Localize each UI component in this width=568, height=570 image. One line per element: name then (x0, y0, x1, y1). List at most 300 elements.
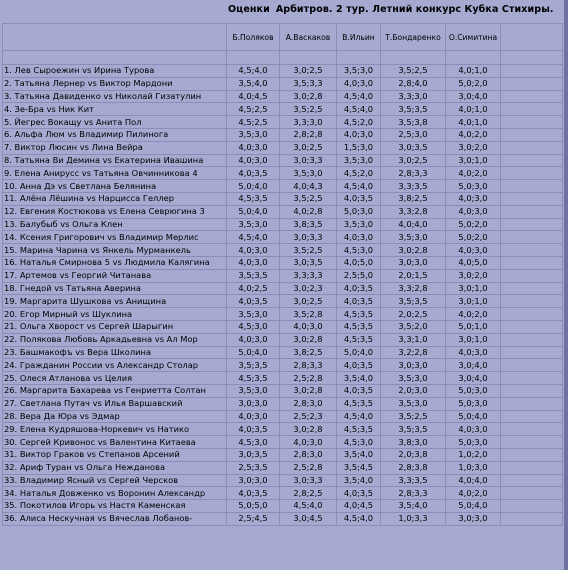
pair-name-cell[interactable]: 1. Лев Сыроежин vs Ирина Турова (3, 65, 227, 78)
score-cell[interactable]: 5,0;4,0 (227, 205, 280, 218)
pair-name-cell[interactable]: 25. Олеся Атланова vs Целия (3, 372, 227, 385)
score-cell[interactable]: 3,0;3,3 (280, 231, 337, 244)
score-cell[interactable]: 4,0;3,0 (446, 423, 501, 436)
score-cell[interactable]: 3,0;3,0 (227, 397, 280, 410)
cell-blank[interactable] (446, 51, 501, 65)
score-cell[interactable]: 4,0;3,5 (337, 282, 381, 295)
score-cell[interactable]: 3,5;4,5 (337, 461, 381, 474)
score-cell[interactable]: 1,0;3,3 (381, 512, 446, 525)
score-cell[interactable]: 5,0;3,0 (446, 436, 501, 449)
cell-blank[interactable] (501, 167, 563, 180)
table-row (3, 231, 563, 244)
header-judge-1[interactable]: Б.Поляков (227, 24, 280, 51)
pair-name-cell[interactable]: 28. Вера Да Юра vs Эдмар (3, 410, 227, 423)
score-cell[interactable]: 3,0;3,0 (381, 359, 446, 372)
score-cell[interactable]: 4,5;3,5 (227, 372, 280, 385)
pair-name-cell[interactable]: 9. Елена Анирусс vs Татьяна Овчинникова 4 (3, 167, 227, 180)
cell-blank[interactable] (501, 448, 563, 461)
cell-blank[interactable] (501, 218, 563, 231)
cell-blank[interactable] (501, 154, 563, 167)
header-judge-2[interactable]: А.Васкаков (280, 24, 337, 51)
score-cell[interactable]: 4,5;4,0 (227, 65, 280, 78)
score-cell[interactable]: 3,5;2,5 (280, 244, 337, 257)
score-cell[interactable]: 4,5;3,5 (337, 397, 381, 410)
score-cell[interactable]: 3,5;3,0 (381, 372, 446, 385)
score-cell[interactable]: 5,0;4,0 (227, 180, 280, 193)
score-cell[interactable]: 3,0;3,3 (280, 154, 337, 167)
score-cell[interactable]: 4,5;4,0 (337, 180, 381, 193)
score-cell[interactable]: 4,0;2,0 (446, 308, 501, 321)
score-cell[interactable]: 3,5;3,5 (381, 423, 446, 436)
score-cell[interactable]: 4,5;3,0 (227, 320, 280, 333)
pair-name-cell[interactable]: 17. Артемов vs Георгий Читанава (3, 269, 227, 282)
pair-name-cell[interactable]: 15. Марина Чарина vs Янкель Мурманкель (3, 244, 227, 257)
pair-name-cell[interactable]: 30. Сергей Кривонос vs Валентина Китаева (3, 436, 227, 449)
score-cell[interactable]: 5,0;4,0 (227, 346, 280, 359)
score-cell[interactable]: 4,5;3,0 (337, 436, 381, 449)
score-cell[interactable]: 4,5;2,0 (337, 116, 381, 129)
cell-blank[interactable] (501, 474, 563, 487)
pair-name-cell[interactable]: 32. Ариф Туран vs Ольга Нежданова (3, 461, 227, 474)
table-row (3, 154, 563, 167)
pair-name-cell[interactable]: 29. Елена Кудряшова-Норкевич vs Натико (3, 423, 227, 436)
score-cell[interactable]: 2,5;3,5 (227, 461, 280, 474)
score-cell[interactable]: 3,3;1,0 (381, 333, 446, 346)
score-cell[interactable]: 4,0;3,0 (337, 128, 381, 141)
score-cell[interactable]: 4,0;3,0 (446, 192, 501, 205)
table-row (3, 256, 563, 269)
score-cell[interactable]: 3,0;4,0 (446, 372, 501, 385)
score-cell[interactable]: 4,0;4,5 (227, 90, 280, 103)
score-cell[interactable]: 4,0;4,5 (337, 500, 381, 513)
score-cell[interactable]: 2,5;2,8 (280, 461, 337, 474)
score-cell[interactable]: 4,0;2,0 (446, 128, 501, 141)
score-cell[interactable]: 4,0;4,3 (280, 180, 337, 193)
score-cell[interactable]: 4,0;3,0 (227, 410, 280, 423)
score-cell[interactable]: 3,0;3,5 (381, 141, 446, 154)
score-cell[interactable]: 3,5;3,0 (227, 384, 280, 397)
score-cell[interactable]: 3,0;3,0 (381, 256, 446, 269)
cell-blank[interactable] (280, 51, 337, 65)
score-cell[interactable]: 4,0;3,5 (337, 359, 381, 372)
score-cell[interactable]: 2,5;2,3 (280, 410, 337, 423)
score-cell[interactable]: 4,0;2,5 (227, 282, 280, 295)
score-cell[interactable]: 4,0;2,0 (446, 487, 501, 500)
pair-name-cell[interactable]: 26. Маргарита Бахарева vs Генриетта Солтан (3, 384, 227, 397)
score-cell[interactable]: 4,0;2,8 (280, 205, 337, 218)
cell-blank[interactable] (501, 65, 563, 78)
score-cell[interactable]: 3,5;3,0 (227, 308, 280, 321)
score-cell[interactable]: 2,8;3,0 (280, 397, 337, 410)
pair-name-cell[interactable]: 10. Анна Дэ vs Светлана Белянина (3, 180, 227, 193)
cell-blank[interactable] (381, 51, 446, 65)
score-cell[interactable]: 4,0;1,0 (446, 65, 501, 78)
score-cell[interactable]: 4,0;3,0 (227, 256, 280, 269)
score-cell[interactable]: 4,0;3,5 (227, 423, 280, 436)
score-cell[interactable]: 3,0;2,8 (280, 423, 337, 436)
score-cell[interactable]: 3,5;3,0 (280, 167, 337, 180)
score-cell[interactable]: 4,5;2,5 (227, 116, 280, 129)
score-cell[interactable]: 3,5;3,5 (381, 295, 446, 308)
score-cell[interactable]: 3,3;3,3 (280, 269, 337, 282)
table-row (3, 180, 563, 193)
score-cell[interactable]: 3,2;2,8 (381, 346, 446, 359)
score-cell[interactable]: 3,0;2,5 (280, 141, 337, 154)
pair-name-cell[interactable]: 4. Зе-Бра vs Ник Кит (3, 103, 227, 116)
pair-name-cell[interactable]: 23. Башмакофъ vs Вера Школина (3, 346, 227, 359)
cell-blank[interactable] (501, 77, 563, 90)
score-cell[interactable]: 4,5;2,0 (337, 167, 381, 180)
score-cell[interactable]: 3,0;2,0 (446, 141, 501, 154)
cell-blank[interactable] (3, 51, 227, 65)
score-cell[interactable]: 3,0;3,5 (280, 256, 337, 269)
score-cell[interactable]: 3,0;2,8 (381, 244, 446, 257)
table-row (3, 359, 563, 372)
cell-blank[interactable] (501, 512, 563, 525)
cell-blank[interactable] (337, 51, 381, 65)
score-cell[interactable]: 2,8;3,3 (280, 359, 337, 372)
score-cell[interactable]: 3,0;3,0 (446, 512, 501, 525)
score-cell[interactable]: 3,0;1,0 (446, 295, 501, 308)
score-cell[interactable]: 2,5;4,5 (227, 512, 280, 525)
pair-name-cell[interactable]: 2. Татьяна Лернер vs Виктор Мардони (3, 77, 227, 90)
score-cell[interactable]: 4,0;3,5 (337, 384, 381, 397)
table-row (3, 65, 563, 78)
score-cell[interactable]: 4,0;5,0 (446, 256, 501, 269)
score-cell[interactable]: 3,0;2,5 (280, 65, 337, 78)
cell-blank[interactable] (501, 461, 563, 474)
score-cell[interactable]: 2,8;3,0 (280, 448, 337, 461)
table-row (3, 384, 563, 397)
score-cell[interactable]: 3,5;3,0 (227, 128, 280, 141)
score-cell[interactable]: 4,5;4,0 (337, 410, 381, 423)
scores-table (2, 23, 563, 526)
table-row (3, 90, 563, 103)
score-cell[interactable]: 3,3;3,0 (280, 116, 337, 129)
score-cell[interactable]: 5,0;2,0 (446, 218, 501, 231)
cell-blank[interactable] (501, 397, 563, 410)
score-cell[interactable]: 5,0;3,0 (446, 384, 501, 397)
score-cell[interactable]: 3,8;3,0 (381, 436, 446, 449)
score-cell[interactable]: 3,5;4,0 (381, 500, 446, 513)
score-cell[interactable]: 3,5;3,0 (337, 218, 381, 231)
cell-blank[interactable] (501, 231, 563, 244)
score-cell[interactable]: 5,0;3,0 (446, 397, 501, 410)
pair-name-cell[interactable]: 5. Йегрес Вокащу vs Анита Пол (3, 116, 227, 129)
score-cell[interactable]: 4,0;3,5 (227, 167, 280, 180)
cell-blank[interactable] (501, 128, 563, 141)
score-cell[interactable]: 3,3;3,5 (381, 474, 446, 487)
pair-name-cell[interactable]: 3. Татьяна Давиденко vs Николай Гизатулин (3, 90, 227, 103)
score-cell[interactable]: 4,5;3,5 (337, 320, 381, 333)
score-cell[interactable]: 2,8;3,3 (381, 487, 446, 500)
score-cell[interactable]: 4,0;3,0 (227, 244, 280, 257)
score-cell[interactable]: 3,5;4,0 (337, 372, 381, 385)
score-cell[interactable]: 3,0;3,0 (227, 474, 280, 487)
cell-blank[interactable] (501, 372, 563, 385)
score-cell[interactable]: 5,0;5,0 (227, 500, 280, 513)
header-cell-blank[interactable] (501, 24, 563, 51)
score-cell[interactable]: 4,5;3,5 (337, 423, 381, 436)
score-cell[interactable]: 2,8;2,5 (280, 487, 337, 500)
cell-blank[interactable] (501, 180, 563, 193)
table-row (3, 308, 563, 321)
table-row (3, 423, 563, 436)
table-row (3, 397, 563, 410)
score-cell[interactable]: 4,5;4,0 (280, 500, 337, 513)
score-cell[interactable]: 4,0;3,5 (337, 192, 381, 205)
score-cell[interactable]: 4,5;4,0 (337, 512, 381, 525)
pair-name-cell[interactable]: 14. Ксения Григорович vs Владимир Мерлис (3, 231, 227, 244)
score-cell[interactable]: 2,5;2,8 (280, 372, 337, 385)
pair-name-cell[interactable]: 19. Маргарита Шушкова vs Анищина (3, 295, 227, 308)
score-cell[interactable]: 1,0;3,0 (446, 461, 501, 474)
score-cell[interactable]: 2,0;1,5 (381, 269, 446, 282)
table-row (3, 116, 563, 129)
score-cell[interactable]: 3,5;3,5 (227, 269, 280, 282)
score-cell[interactable]: 1,5;3,0 (337, 141, 381, 154)
cell-blank[interactable] (501, 269, 563, 282)
pair-name-cell[interactable]: 27. Светлана Путач vs Илья Варшавский (3, 397, 227, 410)
table-row (3, 103, 563, 116)
score-cell[interactable]: 4,0;2,0 (446, 167, 501, 180)
score-cell[interactable]: 3,5;2,5 (280, 192, 337, 205)
cell-blank[interactable] (501, 116, 563, 129)
score-cell[interactable]: 5,0;3,0 (446, 180, 501, 193)
score-cell[interactable]: 3,5;3,0 (381, 231, 446, 244)
cell-blank[interactable] (501, 487, 563, 500)
score-cell[interactable]: 5,0;2,0 (446, 77, 501, 90)
score-cell[interactable]: 3,5;3,0 (337, 154, 381, 167)
pair-name-cell[interactable]: 18. Гнедой vs Татьяна Аверина (3, 282, 227, 295)
score-cell[interactable]: 4,5;3,5 (337, 333, 381, 346)
table-row (3, 269, 563, 282)
score-cell[interactable]: 3,0;1,0 (446, 333, 501, 346)
cell-blank[interactable] (501, 436, 563, 449)
score-cell[interactable]: 3,8;2,5 (381, 192, 446, 205)
score-cell[interactable]: 3,5;2,0 (381, 320, 446, 333)
score-cell[interactable]: 2,0;3,0 (381, 384, 446, 397)
score-cell[interactable]: 3,5;3,3 (280, 77, 337, 90)
sheet-title (228, 4, 560, 15)
score-cell[interactable]: 4,5;3,0 (337, 244, 381, 257)
header-cell-empty[interactable] (3, 24, 227, 51)
score-cell[interactable]: 4,0;3,0 (280, 320, 337, 333)
score-cell[interactable]: 4,5;3,0 (227, 436, 280, 449)
table-row (3, 192, 563, 205)
score-cell[interactable]: 2,0;3,8 (381, 448, 446, 461)
score-cell[interactable]: 4,0;3,0 (337, 231, 381, 244)
score-cell[interactable]: 4,5;3,5 (227, 192, 280, 205)
pair-name-cell[interactable]: 36. Алиса Нескучная vs Вячеслав Лобанов- (3, 512, 227, 525)
score-cell[interactable]: 3,0;4,0 (446, 359, 501, 372)
score-cell[interactable]: 3,0;2,8 (280, 90, 337, 103)
header-judge-5[interactable]: О.Симитина (446, 24, 501, 51)
score-cell[interactable]: 4,0;5,0 (337, 256, 381, 269)
score-cell[interactable]: 3,0;1,0 (446, 154, 501, 167)
cell-blank[interactable] (501, 410, 563, 423)
cell-blank[interactable] (501, 141, 563, 154)
score-cell[interactable]: 3,5;2,5 (381, 410, 446, 423)
score-cell[interactable]: 3,5;2,8 (280, 308, 337, 321)
table-row (3, 346, 563, 359)
score-cell[interactable]: 3,3;3,5 (381, 180, 446, 193)
score-cell[interactable]: 3,0;2,8 (280, 333, 337, 346)
cell-blank[interactable] (501, 384, 563, 397)
pair-name-cell[interactable]: 24. Гражданин России vs Александр Столар (3, 359, 227, 372)
cell-blank[interactable] (501, 103, 563, 116)
score-cell[interactable]: 3,3;3,0 (381, 90, 446, 103)
score-cell[interactable]: 3,0;2,3 (280, 282, 337, 295)
score-cell[interactable]: 3,0;4,0 (446, 90, 501, 103)
pair-name-cell[interactable]: 21. Ольга Хворост vs Сергей Шарыгин (3, 320, 227, 333)
score-cell[interactable]: 5,0;4,0 (337, 346, 381, 359)
table-row (3, 487, 563, 500)
cell-blank[interactable] (501, 256, 563, 269)
pair-name-cell[interactable]: 35. Покотилов Игорь vs Настя Каменская (3, 500, 227, 513)
table-row (3, 461, 563, 474)
table-row (3, 436, 563, 449)
score-cell[interactable]: 4,0;4,0 (446, 474, 501, 487)
header-judge-3[interactable]: В.Ильин (337, 24, 381, 51)
table-row (3, 128, 563, 141)
pair-name-cell[interactable]: 31. Виктор Граков vs Степанов Арсений (3, 448, 227, 461)
score-cell[interactable]: 4,0;3,0 (337, 77, 381, 90)
cell-blank[interactable] (501, 333, 563, 346)
cell-blank[interactable] (501, 192, 563, 205)
score-cell[interactable]: 5,0;4,0 (446, 410, 501, 423)
table-row (3, 320, 563, 333)
score-cell[interactable]: 4,0;3,0 (227, 333, 280, 346)
cell-blank[interactable] (501, 359, 563, 372)
score-cell[interactable]: 4,5;4,0 (337, 103, 381, 116)
pair-name-cell[interactable]: 11. Алёна Лёшина vs Нарцисса Геллер (3, 192, 227, 205)
table-row (3, 141, 563, 154)
window-edge (564, 0, 568, 570)
score-cell[interactable]: 2,5;3,0 (381, 128, 446, 141)
score-cell[interactable]: 1,0;2,0 (446, 448, 501, 461)
score-cell[interactable]: 2,8;3,8 (381, 461, 446, 474)
pair-name-cell[interactable]: 22. Полякова Любовь Аркадьевна vs Ал Мор (3, 333, 227, 346)
pair-name-cell[interactable]: 7. Виктор Люсин vs Лина Вейра (3, 141, 227, 154)
score-cell[interactable]: 3,5;4,0 (337, 448, 381, 461)
score-cell[interactable]: 4,5;4,0 (227, 231, 280, 244)
header-row (3, 24, 563, 51)
score-cell[interactable]: 3,5;3,0 (381, 397, 446, 410)
score-cell[interactable]: 3,5;3,0 (227, 218, 280, 231)
score-cell[interactable]: 5,0;3,0 (337, 205, 381, 218)
cell-blank[interactable] (501, 51, 563, 65)
table-row (3, 295, 563, 308)
cell-blank[interactable] (501, 282, 563, 295)
score-cell[interactable]: 4,5;4,0 (337, 90, 381, 103)
table-row (3, 500, 563, 513)
score-cell[interactable]: 3,0;2,5 (280, 295, 337, 308)
score-cell[interactable]: 3,8;2,5 (280, 346, 337, 359)
score-cell[interactable]: 4,5;2,5 (227, 103, 280, 116)
score-cell[interactable]: 4,0;3,0 (446, 205, 501, 218)
cell-blank[interactable] (501, 308, 563, 321)
cell-blank[interactable] (501, 320, 563, 333)
score-cell[interactable]: 3,5;3,5 (381, 103, 446, 116)
score-cell[interactable]: 4,0;3,5 (227, 487, 280, 500)
pair-name-cell[interactable]: 13. Балубыб vs Ольга Клен (3, 218, 227, 231)
score-cell[interactable]: 4,0;3,0 (446, 346, 501, 359)
score-cell[interactable]: 3,0;4,5 (280, 512, 337, 525)
score-cell[interactable]: 3,8;3,5 (280, 218, 337, 231)
cell-blank[interactable] (501, 295, 563, 308)
score-cell[interactable]: 5,0;1,0 (446, 320, 501, 333)
score-cell[interactable]: 4,0;1,0 (446, 103, 501, 116)
cell-blank[interactable] (501, 346, 563, 359)
score-cell[interactable]: 3,3;2,8 (381, 282, 446, 295)
score-cell[interactable]: 4,0;3,5 (227, 295, 280, 308)
score-cell[interactable]: 3,5;3,0 (337, 65, 381, 78)
score-cell[interactable]: 3,0;3,5 (227, 448, 280, 461)
score-cell[interactable]: 4,0;1,0 (446, 116, 501, 129)
table-row (3, 282, 563, 295)
score-cell[interactable]: 3,5;3,5 (227, 359, 280, 372)
score-cell[interactable]: 5,0;2,0 (446, 231, 501, 244)
table-row (3, 372, 563, 385)
score-cell[interactable]: 3,3;2,8 (381, 205, 446, 218)
score-cell[interactable]: 2,8;4,0 (381, 77, 446, 90)
pair-name-cell[interactable]: 8. Татьяна Ви Демина vs Екатерина Ивашина (3, 154, 227, 167)
score-cell[interactable]: 2,8;2,8 (280, 128, 337, 141)
score-cell[interactable]: 3,5;4,0 (337, 474, 381, 487)
cell-blank[interactable] (501, 244, 563, 257)
cell-blank[interactable] (501, 500, 563, 513)
pair-name-cell[interactable]: 33. Владимир Ясный vs Сергей Черсков (3, 474, 227, 487)
table-row (3, 448, 563, 461)
score-cell[interactable]: 4,5;3,5 (337, 308, 381, 321)
score-cell[interactable]: 3,0;3,3 (280, 474, 337, 487)
score-cell[interactable]: 3,0;1,0 (446, 282, 501, 295)
score-cell[interactable]: 4,0;4,0 (381, 218, 446, 231)
pair-name-cell[interactable]: 20. Егор Мирный vs Шуклина (3, 308, 227, 321)
score-cell[interactable]: 3,5;2,5 (280, 103, 337, 116)
table-row (3, 167, 563, 180)
score-cell[interactable]: 3,0;2,5 (381, 154, 446, 167)
score-cell[interactable]: 3,5;4,0 (227, 77, 280, 90)
score-cell[interactable]: 4,0;3,0 (446, 244, 501, 257)
pair-name-cell[interactable]: 34. Наталья Довженко vs Воронин Александр (3, 487, 227, 500)
score-cell[interactable]: 3,0;2,8 (280, 384, 337, 397)
cell-blank[interactable] (227, 51, 280, 65)
cell-blank[interactable] (501, 423, 563, 436)
score-cell[interactable]: 4,0;3,5 (337, 487, 381, 500)
score-cell[interactable]: 4,0;3,0 (227, 154, 280, 167)
cell-blank[interactable] (501, 90, 563, 103)
score-cell[interactable]: 2,0;2,5 (381, 308, 446, 321)
pair-name-cell[interactable]: 6. Альфа Люм vs Владимир Пилинога (3, 128, 227, 141)
table-row (3, 77, 563, 90)
pair-name-cell[interactable]: 12. Евгения Костюкова vs Елена Севрюгина 3 (3, 205, 227, 218)
score-cell[interactable]: 2,5;5,0 (337, 269, 381, 282)
score-cell[interactable]: 3,0;2,0 (446, 269, 501, 282)
score-cell[interactable]: 2,8;3,3 (381, 167, 446, 180)
cell-blank[interactable] (501, 205, 563, 218)
header-judge-4[interactable]: Т.Бондаренко (381, 24, 446, 51)
score-cell[interactable]: 4,0;3,0 (227, 141, 280, 154)
pair-name-cell[interactable]: 16. Наталья Смирнова 5 vs Людмила Калягина (3, 256, 227, 269)
score-cell[interactable]: 5,0;4,0 (446, 500, 501, 513)
score-cell[interactable]: 4,0;3,5 (337, 295, 381, 308)
title-part-2: Арбитров. 2 тур. Летний конкурс Кубка Стихиры. (275, 4, 554, 15)
score-cell[interactable]: 3,5;3,8 (381, 116, 446, 129)
score-cell[interactable]: 3,5;2,5 (381, 65, 446, 78)
score-cell[interactable]: 4,0;3,0 (280, 436, 337, 449)
